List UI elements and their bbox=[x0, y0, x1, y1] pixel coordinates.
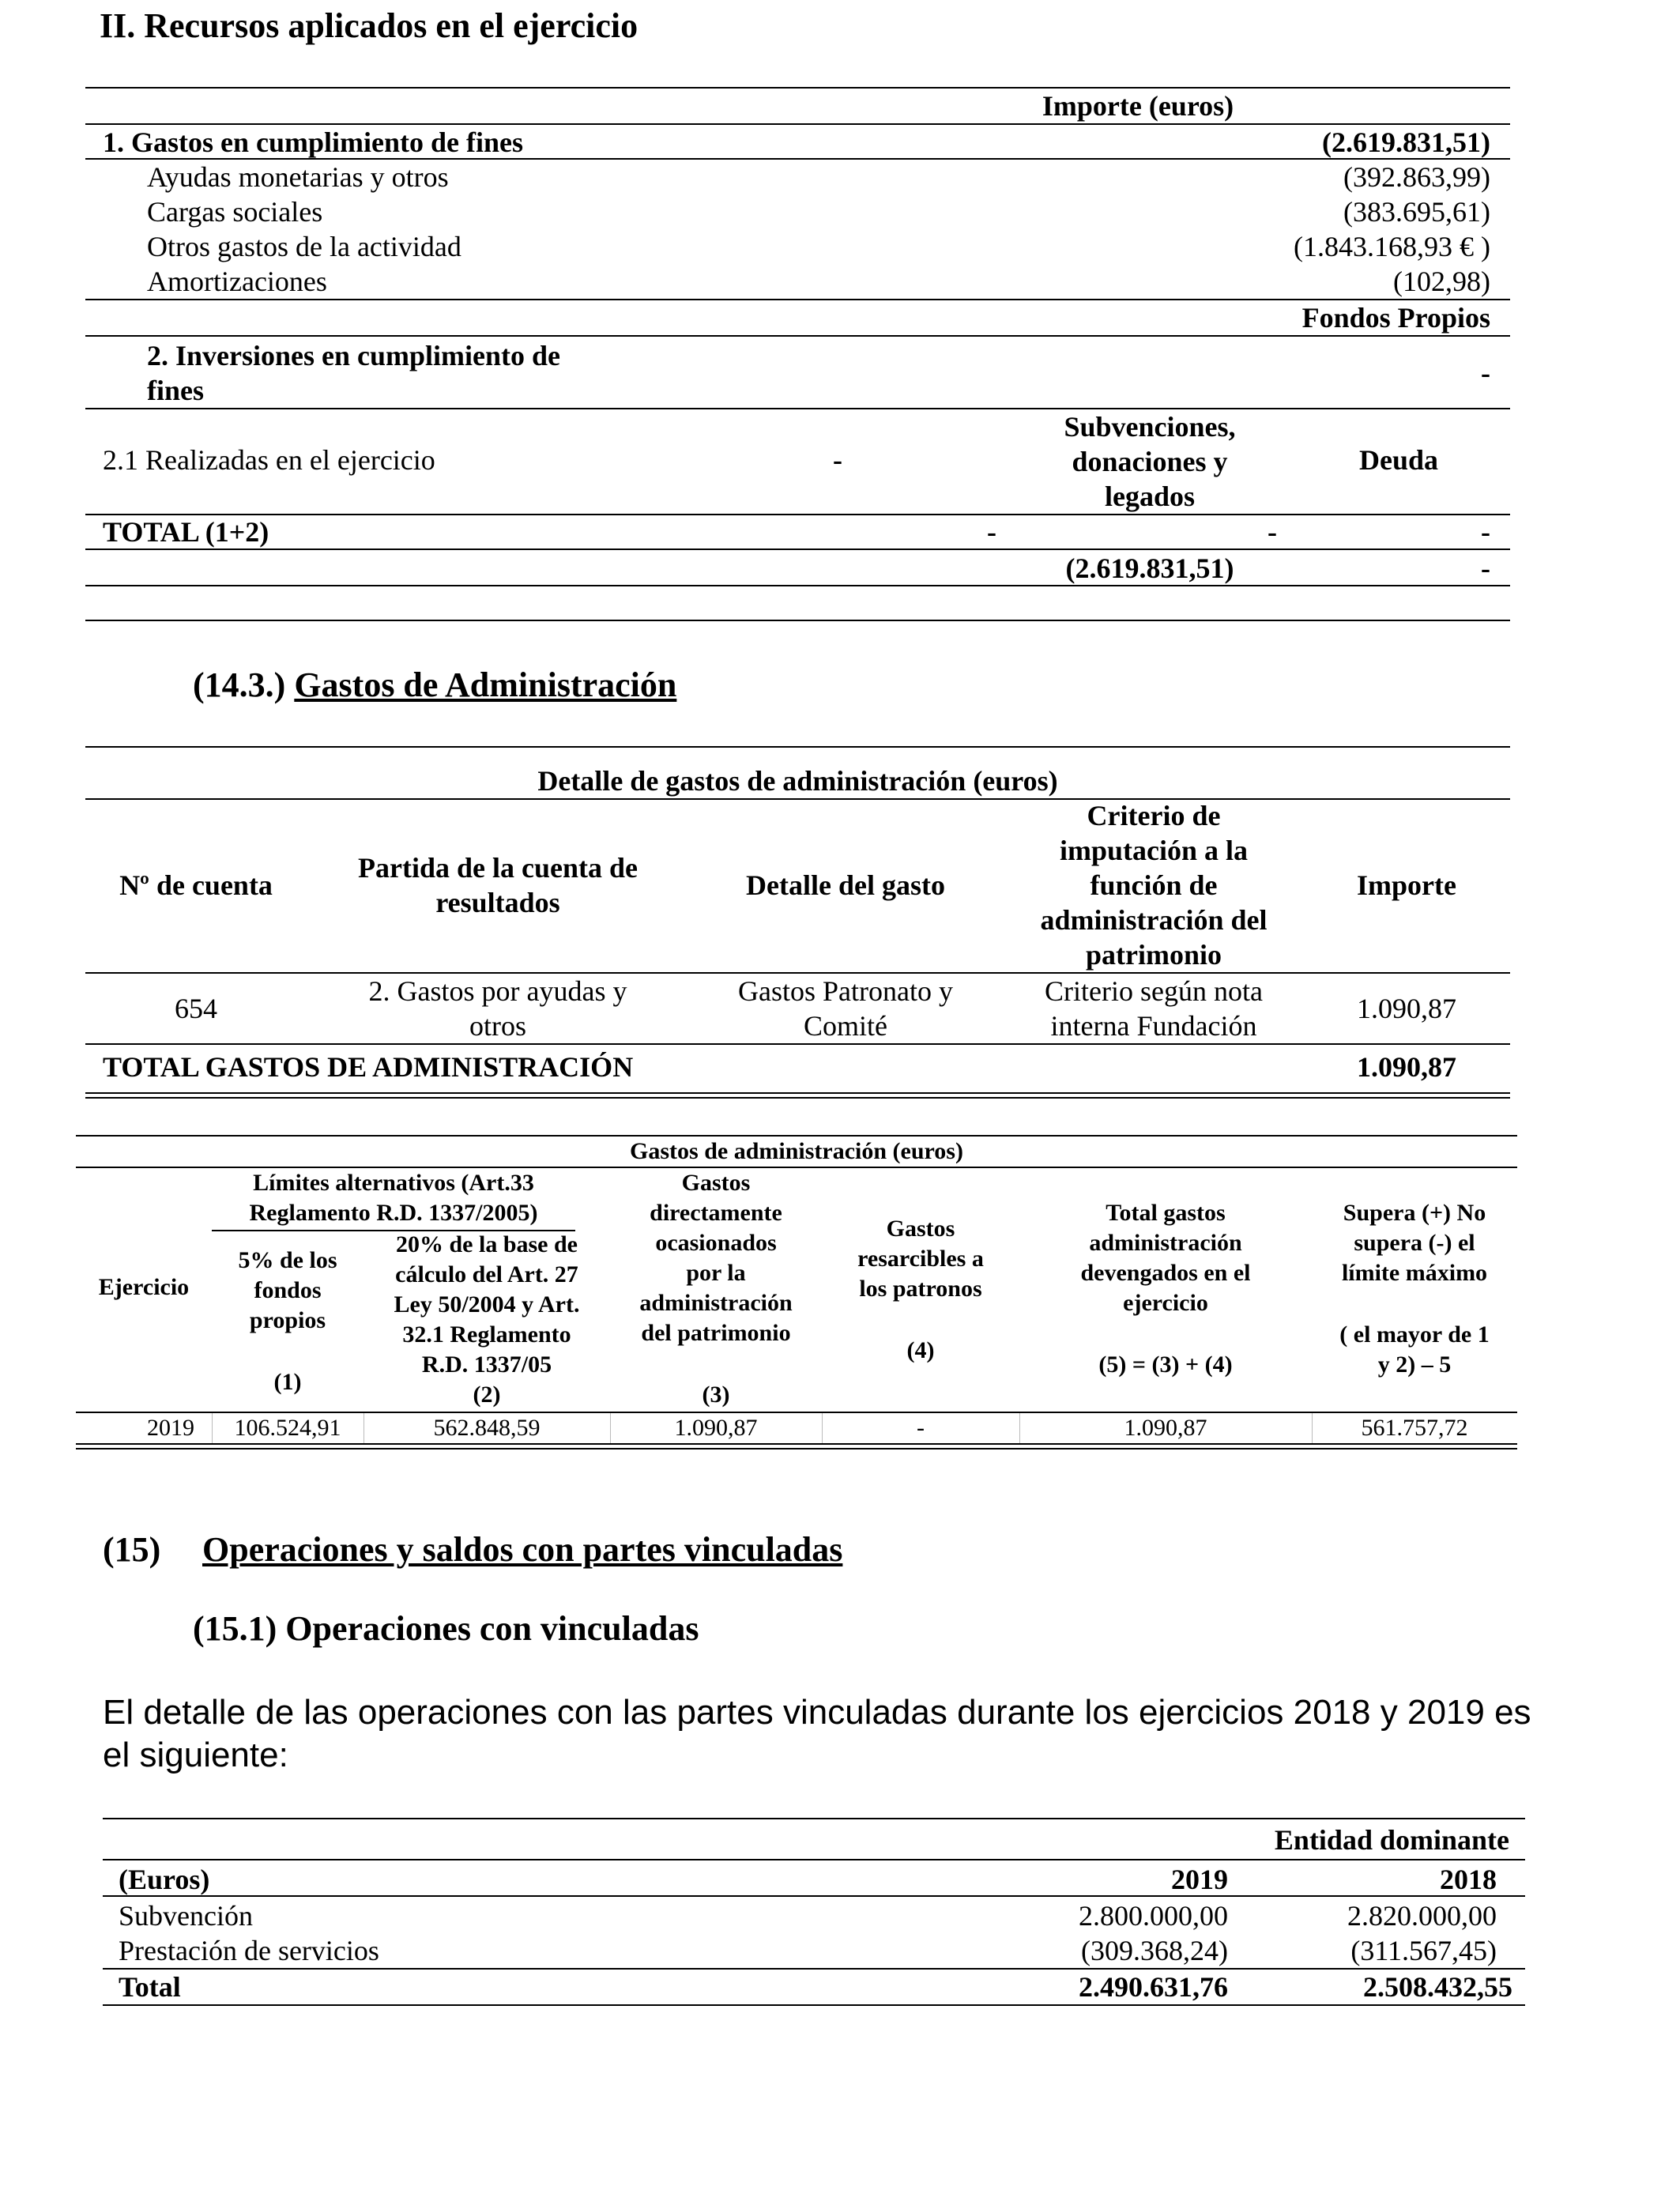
row-value-total-1: - bbox=[987, 516, 996, 548]
row-label-amortizaciones: Amortizaciones bbox=[147, 266, 327, 297]
limits-header-20pct-2: cálculo del Art. 27 bbox=[395, 1261, 578, 1287]
row-label-realizadas: 2.1 Realizadas en el ejercicio bbox=[103, 444, 435, 476]
limits-header-5pct-num: (1) bbox=[273, 1369, 302, 1395]
limits-header-directos-2: directamente bbox=[650, 1200, 782, 1226]
col-header-subvenciones-1: Subvenciones, bbox=[1064, 411, 1236, 443]
vinc-row-2018-subvencion: 2.820.000,00 bbox=[1347, 1900, 1497, 1932]
section-title-recursos: II. Recursos aplicados en el ejercicio bbox=[100, 6, 638, 45]
table-rule bbox=[103, 1895, 1525, 1897]
limits-row-c2: 562.848,59 bbox=[433, 1415, 541, 1441]
admin-header-partida-2: resultados bbox=[435, 887, 560, 918]
limits-row-c6: 561.757,72 bbox=[1361, 1415, 1468, 1441]
limits-header-5pct-3: propios bbox=[249, 1307, 326, 1333]
limits-header-total-num: (5) = (3) + (4) bbox=[1098, 1351, 1233, 1378]
paragraph-line-1: El detalle de las operaciones con las partes vinculadas durante los ejercicios 2018 y 2019 es bbox=[103, 1693, 1531, 1732]
limits-header-directos-num: (3) bbox=[702, 1382, 730, 1408]
vinc-total-2018: 2.508.432,55 bbox=[1363, 1971, 1512, 2003]
section-title-admin bbox=[193, 664, 676, 707]
limits-header-supera-5: y 2) – 5 bbox=[1377, 1351, 1452, 1378]
col-header-deuda: Deuda bbox=[1358, 444, 1439, 476]
admin-row-criterio-1: Criterio según nota bbox=[1045, 975, 1263, 1007]
admin-table-title: Detalle de gastos de administración (euros) bbox=[537, 765, 1058, 797]
admin-header-criterio-1: Criterio de bbox=[1087, 800, 1221, 831]
row-label-inversiones-2: fines bbox=[147, 375, 204, 406]
limits-row-c3: 1.090,87 bbox=[674, 1415, 758, 1441]
admin-row-detalle-2: Comité bbox=[804, 1010, 887, 1042]
table-rule bbox=[103, 1859, 1525, 1860]
admin-row-criterio-2: interna Fundación bbox=[1050, 1010, 1257, 1042]
admin-header-partida-1: Partida de la cuenta de bbox=[358, 852, 638, 884]
table-rule bbox=[85, 87, 1510, 89]
row-value-total-3: - bbox=[1481, 516, 1490, 548]
limits-header-5pct-1: 5% de los bbox=[238, 1247, 337, 1273]
admin-header-criterio-3: función de bbox=[1090, 869, 1218, 901]
admin-row-partida-2: otros bbox=[469, 1010, 526, 1042]
limits-header-supera-3: límite máximo bbox=[1341, 1260, 1488, 1286]
limits-row-c4: - bbox=[917, 1415, 925, 1441]
table-rule bbox=[85, 620, 1510, 621]
admin-row-cuenta: 654 bbox=[175, 993, 217, 1024]
limits-header-directos-1: Gastos bbox=[681, 1170, 751, 1196]
table-rule bbox=[85, 335, 1510, 337]
table-double-rule bbox=[85, 1092, 1510, 1099]
limits-header-supera-2: supera (-) el bbox=[1354, 1230, 1475, 1256]
row-value-total-2: - bbox=[1268, 516, 1277, 548]
row-value-ayudas: (392.863,99) bbox=[1343, 161, 1490, 193]
section-title-admin-prefix: (14.3.) bbox=[193, 665, 295, 704]
vinc-row-2019-subvencion: 2.800.000,00 bbox=[1079, 1900, 1228, 1932]
table-rule bbox=[85, 548, 1510, 550]
admin-header-importe: Importe bbox=[1357, 869, 1456, 901]
admin-header-criterio-5: patrimonio bbox=[1085, 939, 1222, 971]
admin-header-cuenta: Nº de cuenta bbox=[119, 869, 273, 901]
admin-total-label: TOTAL GASTOS DE ADMINISTRACIÓN bbox=[103, 1051, 634, 1083]
limits-header-5pct-2: fondos bbox=[254, 1277, 322, 1303]
row-label-gastos-fines: 1. Gastos en cumplimiento de fines bbox=[103, 126, 524, 158]
row-value-gastos-fines: (2.619.831,51) bbox=[1322, 126, 1490, 158]
limits-header-ejercicio: Ejercicio bbox=[98, 1274, 190, 1300]
vinc-total-2019: 2.490.631,76 bbox=[1079, 1971, 1228, 2003]
admin-header-criterio-4: administración del bbox=[1040, 904, 1268, 936]
limits-header-limites-2: Reglamento R.D. 1337/2005) bbox=[249, 1200, 538, 1226]
admin-header-criterio-2: imputación a la bbox=[1059, 835, 1249, 866]
limits-header-total-1: Total gastos bbox=[1106, 1200, 1226, 1226]
limits-header-resarcibles-2: resarcibles a bbox=[857, 1246, 984, 1272]
limits-header-resarcibles-1: Gastos bbox=[886, 1216, 955, 1242]
limits-header-20pct-1: 20% de la base de bbox=[395, 1231, 578, 1257]
row-value-inversiones: - bbox=[1481, 357, 1490, 389]
limits-header-20pct-4: 32.1 Reglamento bbox=[402, 1321, 571, 1348]
table-rule bbox=[85, 746, 1510, 748]
row-value-cargas: (383.695,61) bbox=[1343, 196, 1490, 228]
table-rule bbox=[85, 585, 1510, 586]
row-value-otros-gastos: (1.843.168,93 € ) bbox=[1294, 231, 1490, 262]
row-label-ayudas: Ayudas monetarias y otros bbox=[147, 161, 449, 193]
section-title-admin-text: Gastos de Administración bbox=[294, 665, 677, 704]
limits-header-resarcibles-3: los patronos bbox=[859, 1276, 982, 1302]
limits-header-limites-1: Límites alternativos (Art.33 bbox=[253, 1170, 534, 1196]
limits-header-20pct-5: R.D. 1337/05 bbox=[421, 1351, 552, 1378]
admin-row-partida-1: 2. Gastos por ayudas y bbox=[368, 975, 627, 1007]
limits-header-directos-6: del patrimonio bbox=[641, 1320, 791, 1346]
col-header-fondos-propios: Fondos Propios bbox=[1301, 302, 1490, 334]
admin-row-detalle-1: Gastos Patronato y bbox=[738, 975, 953, 1007]
section-title-vinculadas: Operaciones y saldos con partes vinculadas bbox=[202, 1530, 843, 1569]
row-label-inversiones-1: 2. Inversiones en cumplimiento de bbox=[147, 340, 561, 371]
vinc-header-euros: (Euros) bbox=[119, 1864, 210, 1895]
vinc-header-2018: 2018 bbox=[1440, 1864, 1497, 1895]
limits-header-directos-4: por la bbox=[686, 1260, 746, 1286]
row-value-realizadas: - bbox=[833, 444, 842, 476]
admin-header-detalle: Detalle del gasto bbox=[746, 869, 945, 901]
table-double-rule bbox=[76, 1443, 1517, 1449]
vinc-total-label: Total bbox=[119, 1971, 181, 2003]
admin-total-value: 1.090,87 bbox=[1357, 1051, 1456, 1083]
limits-row-c5: 1.090,87 bbox=[1124, 1415, 1207, 1441]
table-rule bbox=[103, 2004, 1525, 2006]
limits-header-20pct-num: (2) bbox=[473, 1382, 501, 1408]
row-value-total-dash: - bbox=[1481, 552, 1490, 584]
vinc-row-label-subvencion: Subvención bbox=[119, 1900, 253, 1932]
subsection-title-vinculadas: (15.1) Operaciones con vinculadas bbox=[193, 1609, 699, 1648]
row-label-cargas: Cargas sociales bbox=[147, 196, 323, 228]
table-rule bbox=[85, 514, 1510, 515]
limits-header-resarcibles-num: (4) bbox=[906, 1337, 935, 1363]
limits-header-directos-5: administración bbox=[639, 1290, 793, 1316]
col-header-subvenciones-2: donaciones y bbox=[1072, 446, 1228, 477]
limits-table-title: Gastos de administración (euros) bbox=[630, 1138, 963, 1164]
table-rule bbox=[85, 1043, 1510, 1045]
col-header-importe: Importe (euros) bbox=[1042, 90, 1234, 122]
vinc-row-2019-prestacion: (309.368,24) bbox=[1081, 1935, 1228, 1966]
limits-row-c1: 106.524,91 bbox=[234, 1415, 341, 1441]
vinc-header-2019: 2019 bbox=[1171, 1864, 1228, 1895]
admin-row-importe: 1.090,87 bbox=[1357, 993, 1456, 1024]
limits-header-directos-3: ocasionados bbox=[655, 1230, 777, 1256]
row-label-otros-gastos: Otros gastos de la actividad bbox=[147, 231, 461, 262]
section-number-15: (15) bbox=[103, 1530, 161, 1569]
vinc-row-label-prestacion: Prestación de servicios bbox=[119, 1935, 379, 1966]
vinc-header-entidad: Entidad dominante bbox=[1274, 1824, 1509, 1856]
limits-header-supera-1: Supera (+) No bbox=[1343, 1200, 1486, 1226]
col-header-subvenciones-3: legados bbox=[1104, 481, 1195, 512]
row-value-amortizaciones: (102,98) bbox=[1393, 266, 1490, 297]
limits-header-total-2: administración bbox=[1089, 1230, 1242, 1256]
vinc-row-2018-prestacion: (311.567,45) bbox=[1350, 1935, 1497, 1966]
row-label-total: TOTAL (1+2) bbox=[103, 516, 269, 548]
limits-header-total-4: ejercicio bbox=[1123, 1290, 1208, 1316]
limits-header-supera-4: ( el mayor de 1 bbox=[1339, 1321, 1490, 1348]
limits-header-20pct-3: Ley 50/2004 y Art. bbox=[394, 1291, 580, 1318]
limits-row-ejercicio: 2019 bbox=[147, 1415, 194, 1441]
table-rule bbox=[103, 1818, 1525, 1819]
limits-header-total-3: devengados en el bbox=[1080, 1260, 1251, 1286]
row-value-total-amount: (2.619.831,51) bbox=[1065, 552, 1234, 584]
paragraph-line-2: el siguiente: bbox=[103, 1736, 288, 1774]
